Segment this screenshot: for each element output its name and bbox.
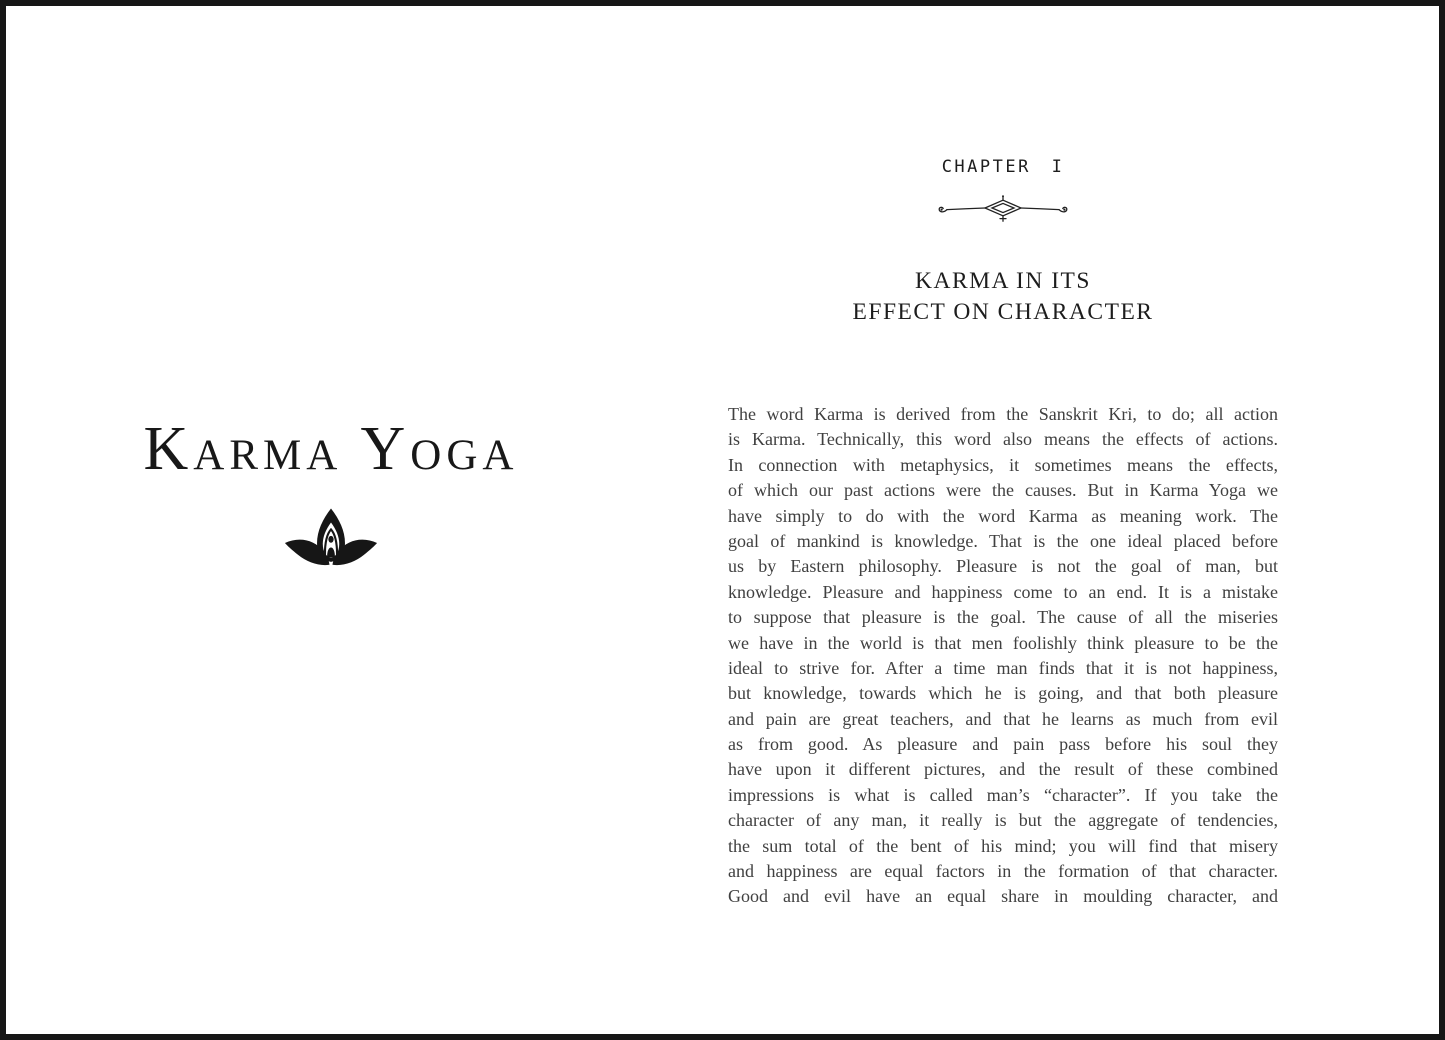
- right-page: [728, 0, 1278, 1040]
- body-line: the sum total of the bent of his mind; you will find that misery: [728, 835, 1278, 856]
- body-line: but knowledge, towards which he is going, and that both pleasure: [728, 683, 1278, 704]
- book-title: Karma Yoga: [143, 415, 519, 483]
- body-line: ideal to strive for. After a time man finds that it is not happiness,: [728, 657, 1278, 678]
- body-line: character of any man, it really is but the aggregate of tendencies,: [728, 810, 1278, 831]
- body-line: Good and evil have an equal share in moulding character, and: [728, 886, 1278, 907]
- flourish-divider-icon: [937, 194, 1069, 224]
- body-line: we have in the world is that men foolishly think pleasure to be the: [728, 632, 1278, 653]
- body-line: In connection with metaphysics, it sometimes means the effects,: [728, 454, 1278, 475]
- left-page: [0, 0, 662, 1040]
- body-line: is Karma. Technically, this word also means the effects of actions.: [728, 429, 1278, 450]
- body-line: The word Karma is derived from the Sanskrit Kri, to do; all action: [728, 404, 1278, 424]
- chapter-heading: [668, 266, 1338, 328]
- body-line: and happiness are equal factors in the formation of that character.: [728, 861, 1278, 882]
- body-line: have upon it different pictures, and the result of these combined: [728, 759, 1278, 780]
- chapter-label: CHAPTER I: [941, 157, 1065, 177]
- body-text: [728, 402, 1278, 910]
- body-line: goal of mankind is knowledge. That is the one ideal placed before: [728, 530, 1278, 551]
- body-line: us by Eastern philosophy. Pleasure is not the goal of man, but: [728, 556, 1278, 577]
- body-line: as from good. As pleasure and pain pass before his soul they: [728, 734, 1278, 755]
- chapter-heading-line2: EFFECT ON CHARACTER: [852, 299, 1154, 325]
- body-line: impressions is what is called man’s “character”. If you take the: [728, 784, 1278, 805]
- body-line: have simply to do with the word Karma as meaning work. The: [728, 505, 1278, 526]
- body-line: to suppose that pleasure is the goal. The cause of all the miseries: [728, 607, 1278, 628]
- lotus-meditation-icon: [278, 506, 384, 580]
- body-line: knowledge. Pleasure and happiness come to an end. It is a mistake: [728, 581, 1278, 602]
- chapter-heading-line1: KARMA IN ITS: [915, 268, 1091, 294]
- body-line: of which our past actions were the causes. But in Karma Yoga we: [728, 480, 1278, 501]
- body-line: and pain are great teachers, and that he learns as much from evil: [728, 708, 1278, 729]
